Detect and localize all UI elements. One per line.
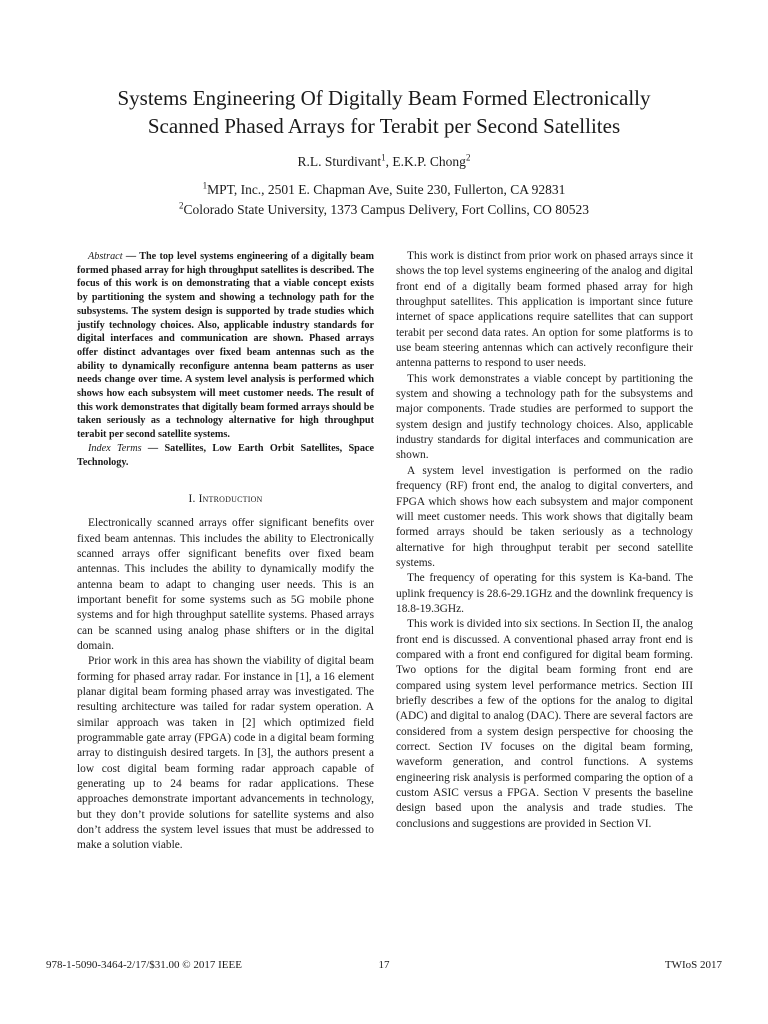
abstract	[77, 250, 374, 442]
copyright-notice: 978-1-5090-3464-2/17/$31.00 © 2017 IEEE	[46, 959, 242, 971]
affiliation-text: Colorado State University, 1373 Campus Delivery, Fort Collins, CO 80523	[183, 202, 589, 217]
author-name: R.L. Sturdivant	[297, 154, 382, 169]
body-paragraph: The frequency of operating for this system is Ka-band. The uplink frequency is 28.6-29.1GHz and the downlink frequency is 18.8-19.3GHz.	[396, 572, 693, 615]
abstract-text: The top level systems engineering of a digitally beam formed phased array for high throughput satellites is described. The focus of this work is on demonstrating that a viable concept exists by partitioning the system and showing a technology path for the subsystems. The system design is supported by trade studies which justify technology choices. Also, applicable industry standards for digital interfaces and communication are shown. Phased arrays offer distinct advantages over fixed beam antennas such as the ability to dynamically reconfigure antenna beam patterns as user needs change over time. A system level analysis is performed which shows how each subsystem will meet customer needs. The result of this work demonstrates that digitally beam formed arrays should be taken seriously as a technology alternative for high throughput terabit per second satellite systems.	[77, 251, 374, 441]
section-heading	[77, 492, 374, 507]
section-number: I.	[188, 493, 199, 506]
right-column	[396, 249, 693, 832]
title-line-2: Scanned Phased Arrays for Terabit per Second Satellites	[147, 114, 621, 138]
author-separator: ,	[385, 154, 393, 169]
abstract-dash: —	[122, 251, 140, 262]
section-title: Introduction	[198, 493, 263, 506]
body-paragraph: This work demonstrates a viable concept by partitioning the system and showing a technology path for the subsystems and major components. Trade studies are performed to support the system design and justify technology choices. Also, applicable industry standards for digital interfaces and communication are shown.	[396, 372, 693, 462]
body-paragraph: This work is distinct from prior work on phased arrays since it shows the top level systems engineering of the analog and digital front end of a digitally beam formed phased array for high throughput satellites. This application is important since future internet of space applications require satellites that can support terabit per second data rates. An option for some platforms is to use beam steering antennas which can actively reconfigure their antenna patterns to respond to user needs.	[396, 250, 693, 370]
affiliation-mark: 2	[179, 200, 184, 211]
title-line-1: Systems Engineering Of Digitally Beam Formed Electronically	[117, 86, 651, 110]
index-terms	[77, 442, 374, 469]
body-paragraph: A system level investigation is performed on the radio frequency (RF) front end, the analog to digital converters, and FPGA which shows how each subsystem and major component will meet customer needs. This work shows that digitally beam formed arrays should be taken seriously as a technology alternative for high throughput terabit per second satellite systems.	[396, 464, 693, 569]
affiliation-1	[60, 181, 708, 199]
author-list	[60, 153, 708, 171]
index-terms-text: Satellites, Low Earth Orbit Satellites, Space Technology.	[77, 442, 374, 468]
page-number: 17	[378, 959, 390, 971]
body-paragraph: Prior work in this area has shown the viability of digital beam forming for phased array radar. For instance in [1], a 16 element planar digital beam forming phased array was investigated. The resulting architecture was tailed for radar system operation. A similar approach was taken in [2] which optimized field programmable gate array (FPGA) code in a digital beam forming array to distinguish desired targets. In [3], the authors present a low cost digital beam forming radar approach capable of generating up to 24 beams for radar applications. These approaches demonstrate important advancements in technology, but they don’t provide solutions for satellite systems and also don’t address the system level issues that must be addressed to make a solution viable.	[77, 655, 375, 852]
page-footer	[46, 957, 722, 973]
conference-name: TWIoS 2017	[664, 959, 722, 971]
author-name: E.K.P. Chong	[392, 154, 466, 169]
body-paragraph: Electronically scanned arrays offer significant benefits over fixed beam antennas. This includes the ability to Electronically scanned arrays offer significant benefits over fixed beam antennas. This includes the ability to dynamically modify the antenna beam to adapt to changing user needs. This is an important benefit for some systems such as 5G mobile phone systems and for high throughput satellite systems. Phased arrays can be scanned using analog phase shifters or in the digital domain.	[77, 517, 374, 652]
index-terms-dash: —	[141, 442, 165, 454]
affiliation-mark: 2	[465, 152, 471, 163]
affiliation-mark: 1	[381, 152, 386, 163]
affiliation-text: MPT, Inc., 2501 E. Chapman Ave, Suite 230, Fullerton, CA 92831	[207, 182, 566, 197]
affiliation-2	[60, 201, 708, 219]
left-column	[77, 250, 374, 854]
body-paragraph: This work is divided into six sections. In Section II, the analog front end is discussed. A conventional phased array front end is compared with a front end configured for digital beam forming. Two options for the digital beam forming front end are compared using system level performance metrics. Section III briefly describes a few of the options for the analog to digital (ADC) and digital to analog (DAC). There are several factors are considered from a system design perspective for choosing the correct. Section IV focuses on the digital beam forming, waveform generation, and control functions. A systems engineering risk analysis is performed comparing the option of a custom ASIC versus a FPGA. Section V presents the baseline design based upon the analysis and trade studies. The conclusions and suggestions are provided in Section VI.	[396, 618, 693, 830]
abstract-label: Abstract	[88, 251, 123, 262]
index-terms-label: Index Terms	[88, 442, 142, 454]
paper-title	[60, 84, 708, 140]
affiliation-mark: 1	[202, 180, 208, 191]
